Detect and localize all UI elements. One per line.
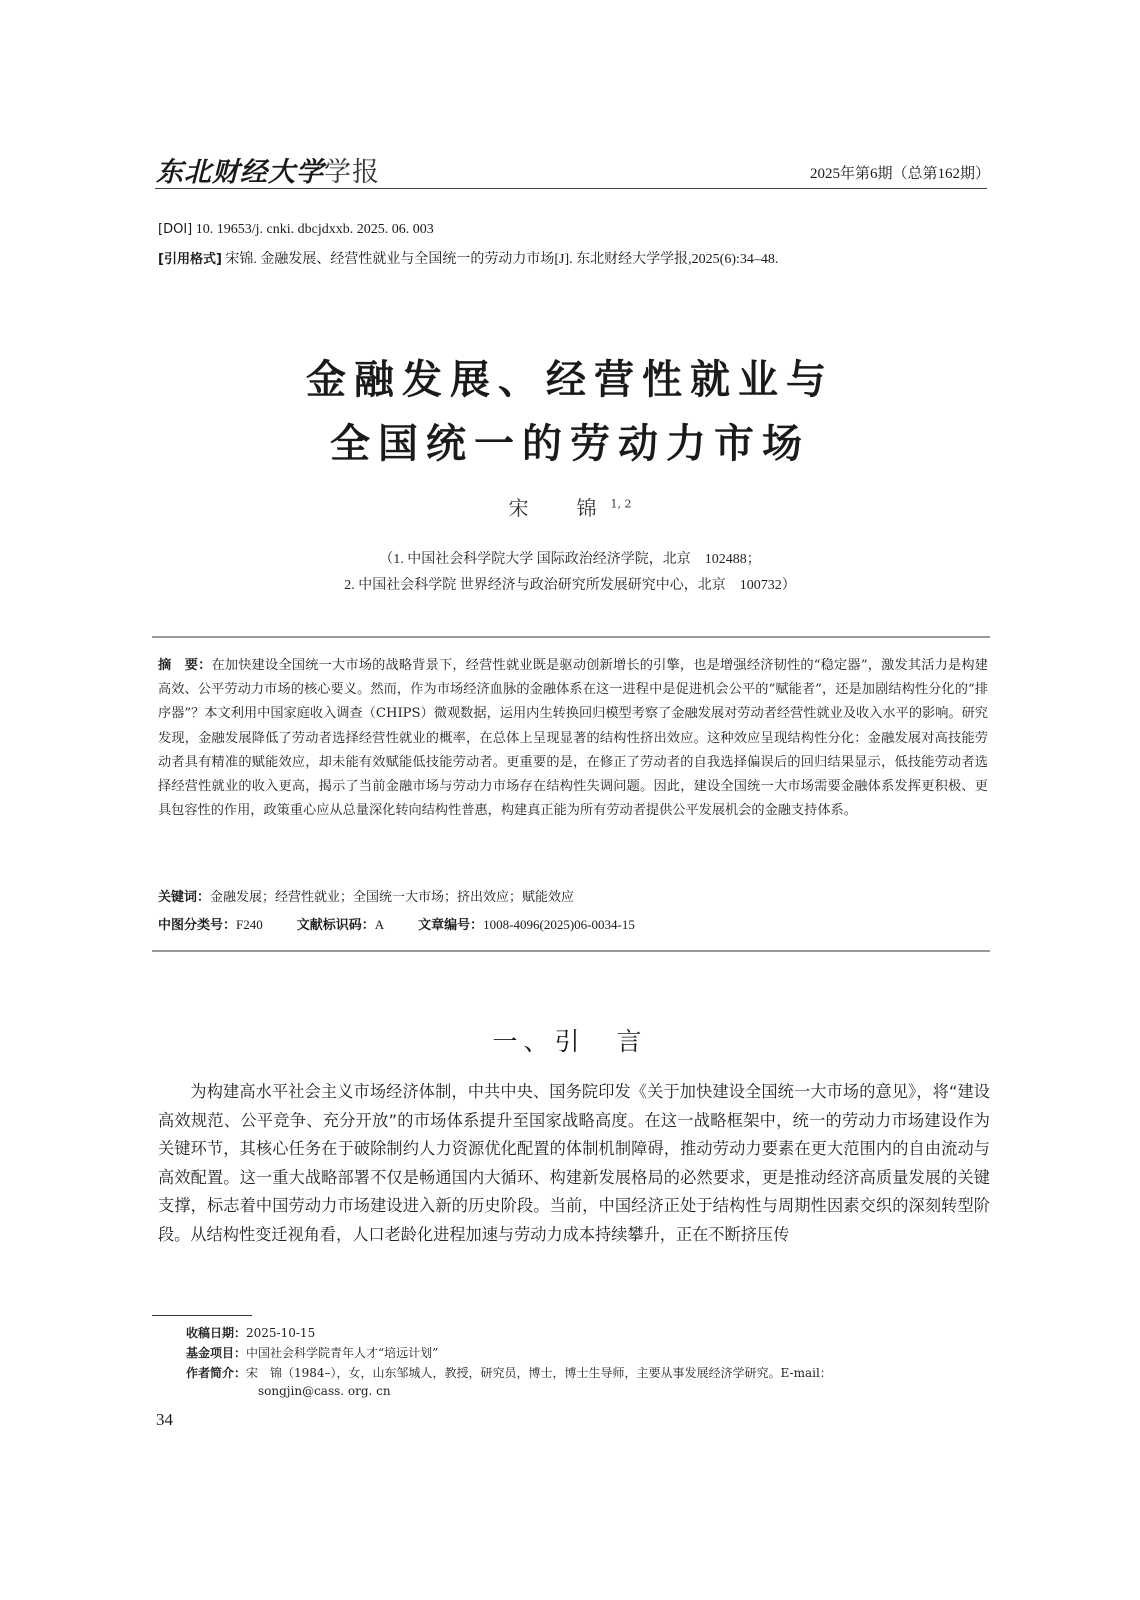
keywords — [158, 886, 574, 905]
affiliation-2: 2. 中国社会科学院 世界经济与政治研究所发展研究中心，北京 100732） — [344, 578, 796, 593]
footnote-bio — [186, 1364, 832, 1381]
footnote-fund — [186, 1344, 438, 1361]
doc-code-value: A — [374, 917, 385, 932]
received-date: 2025-10-15 — [246, 1326, 316, 1340]
journal-logo-script: 东北财经大学 — [156, 157, 324, 188]
journal-logo-plain: 学报 — [324, 157, 380, 188]
classification-line — [158, 914, 635, 933]
footnote-email[interactable]: songjin@cass. org. cn — [258, 1384, 391, 1398]
article-no-value: 1008-4096(2025)06-0034-15 — [483, 917, 635, 932]
abstract — [158, 654, 988, 823]
abstract-bottom-rule — [152, 950, 990, 952]
keywords-text: 金融发展；经营性就业；全国统一大市场；挤出效应；赋能效应 — [210, 890, 575, 905]
title-line-2: 全国统一的劳动力市场 — [330, 421, 810, 467]
received-label: 收稿日期： — [186, 1326, 247, 1340]
keywords-label: 关键词： — [158, 890, 211, 905]
clc-label: 中图分类号： — [158, 918, 237, 933]
intro-paragraph: 为构建高水平社会主义市场经济体制，中共中央、国务院印发《关于加快建设全国统一大市场的意见》，将“建设高效规范、公平竞争、充分开放”的市场体系提升至国家战略高度。在这一战略框架中，统一的劳动力市场建设作为关键环节，其核心任务在于破除制约人力资源优化配置的体制机制障碍，推动劳动力要素在更大范围内的自由流动与高效配置。这一重大战略部署不仅是畅通国内大循环、构建新发展格局的必然要求，更是推动经济高质量发展的关键支撑，标志着中国劳动力市场建设进入新的历史阶段。当前，中国经济正处于结构性与周期性因素交织的深刻转型阶段。从结构性变迁视角看，人口老龄化进程加速与劳动力成本持续攀升，正在不断挤压传 — [158, 1082, 990, 1244]
page-number: 34 — [156, 1410, 173, 1429]
footnote-received — [186, 1324, 315, 1341]
bio-text: 宋 锦（1984–），女，山东邹城人，教授，研究员，博士，博士生导师，主要从事发展经济学研究。E-mail： — [246, 1366, 832, 1380]
doi-tag: [DOI] — [158, 222, 193, 237]
bio-label: 作者简介： — [186, 1366, 247, 1380]
abstract-top-rule — [152, 636, 990, 638]
doi-value[interactable]: 10. 19653/j. cnki. dbcjdxxb. 2025. 06. 003 — [195, 222, 434, 237]
doc-code-label: 文献标识码： — [296, 918, 375, 933]
issue-info: 2025年第6期（总第162期） — [809, 166, 990, 182]
author — [0, 492, 1140, 521]
fund-text: 中国社会科学院青年人才“培远计划” — [246, 1346, 439, 1360]
affiliation-1: （1. 中国社会科学院大学 国际政治经济学院，北京 102488； — [379, 552, 761, 567]
journal-logo — [156, 150, 380, 189]
article-no-label: 文章编号： — [418, 918, 484, 933]
citation-tag: [引用格式] — [158, 252, 222, 267]
footnote-rule — [152, 1315, 252, 1316]
section-heading: 一、引 言 — [492, 1027, 648, 1056]
fund-label: 基金项目： — [186, 1346, 247, 1360]
abstract-label: 摘 要： — [158, 658, 212, 673]
author-affil-sup: 1, 2 — [610, 497, 632, 511]
doi-line — [158, 222, 434, 238]
title-line-1: 金融发展、经营性就业与 — [306, 357, 834, 403]
header-rule — [155, 188, 987, 189]
clc-value: F240 — [236, 917, 263, 932]
citation-line — [158, 248, 778, 268]
abstract-text: 在加快建设全国统一大市场的战略背景下，经营性就业既是驱动创新增长的引擎，也是增强经济韧性的“稳定器”，激发其活力是构建高效、公平劳动力市场的核心要义。然而，作为市场经济血脉的金融体系在这一进程中是促进机会公平的“赋能者”，还是加剧结构性分化的“排序器”？本文利用中国家庭收入调查（CHIPS）微观数据，运用内生转换回归模型考察了金融发展对劳动者经营性就业及收入水平的影响。研究发现，金融发展降低了劳动者选择经营性就业的概率，在总体上呈现显著的结构性挤出效应。这种效应呈现结构性分化：金融发展对高技能劳动者具有精准的赋能效应，却未能有效赋能低技能劳动者。更重要的是，在修正了劳动者的自我选择偏误后的回归结果显示，低技能劳动者选择经营性就业的收入更高，揭示了当前金融市场与劳动力市场存在结构性失调问题。因此，建设全国统一大市场需要金融体系发挥更积极、更具包容性的作用，政策重心应从总量深化转向结构性普惠，构建真正能为所有劳动者提供公平发展机会的金融支持体系。 — [158, 658, 988, 819]
citation-value: 宋锦. 金融发展、经营性就业与全国统一的劳动力市场[J]. 东北财经大学学报,2025(6):34–48. — [225, 252, 779, 267]
author-name: 宋 锦 — [508, 496, 611, 520]
